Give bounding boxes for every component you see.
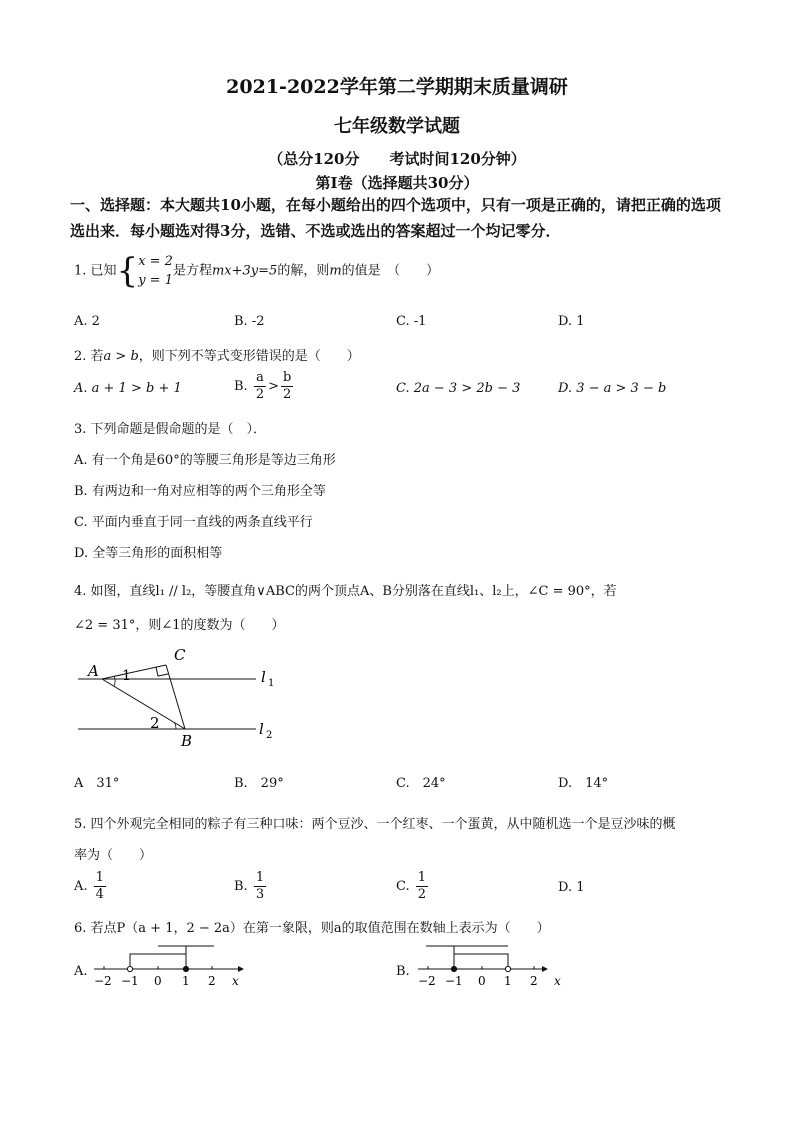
label-2: 2 <box>150 714 160 732</box>
q2-condition: a > b <box>103 349 139 364</box>
axis-arrow <box>542 966 548 972</box>
open-circle-1 <box>505 966 510 971</box>
q1-var: m <box>329 263 342 279</box>
angle-1-arc <box>114 676 115 686</box>
axis-arrow <box>238 966 244 972</box>
question-6: 6. 若点P（a + 1，2 − 2a）在第一象限，则a的取值范围在数轴上表示为（ ） <box>74 921 550 936</box>
q2-stem2: ，则下列不等式变形错误的是（ ） <box>138 349 360 364</box>
q1-eq2: y = 1 <box>138 273 173 288</box>
q3-option-d: D. 全等三角形的面积相等 <box>74 546 223 561</box>
label-l2: l <box>259 720 264 738</box>
q5-option-d: D. 1 <box>558 880 585 895</box>
label-a: A <box>88 662 99 680</box>
q1-suffix: 是方程 <box>172 263 212 279</box>
q1-option-c: C. -1 <box>396 314 427 329</box>
label-l2-sub: 2 <box>266 730 273 741</box>
question-4-line2: ∠2 = 31°，则∠1的度数为（ ） <box>74 618 285 633</box>
q5-b-label: B. <box>234 879 248 894</box>
q2-b-label: B. <box>234 379 248 394</box>
q4-option-a: A 31° <box>74 776 120 791</box>
question-4-line1: 4. 如图，直线l₁ // l₂，等腰直角∨ABC的两个顶点A、B分别落在直线l₁、l₂上，∠C = 90°，若 <box>74 584 617 599</box>
q6-option-b: B. <box>396 964 410 979</box>
tick-label: −1 <box>121 974 139 988</box>
tick-label: −1 <box>445 974 463 988</box>
frac-den: 2 <box>255 387 265 402</box>
frac-num: a <box>254 370 266 387</box>
q4-figure <box>70 640 290 752</box>
q6-numberline-a <box>90 940 250 994</box>
range-bracket-left <box>426 946 454 969</box>
frac-den: 2 <box>283 387 292 402</box>
frac-den: 3 <box>255 887 265 902</box>
q2-b-rel: > <box>268 379 280 394</box>
tick-label: −2 <box>94 974 112 988</box>
label-1: 1 <box>122 668 131 684</box>
exam-title: 2021-2022学年第二学期期末质量调研 <box>226 76 568 98</box>
q1-equation: mx+3y=5 <box>211 263 278 279</box>
range-bracket-left <box>158 946 186 969</box>
q3-option-c: C. 平面内垂直于同一直线的两条直线平行 <box>74 515 313 530</box>
q2-option-c: C. 2a − 3 > 2b − 3 <box>396 381 521 396</box>
q3-option-b: B. 有两边和一角对应相等的两个三角形全等 <box>74 484 326 499</box>
tick-label: 2 <box>208 974 216 988</box>
q1-prefix: 1. 已知 <box>74 263 117 279</box>
question-5-line2: 率为（ ） <box>74 848 153 863</box>
frac-den: 4 <box>95 887 104 902</box>
tick-label: 0 <box>478 974 486 988</box>
q6-numberline-b <box>414 940 574 994</box>
tick-label: 0 <box>154 974 162 988</box>
label-l1: l <box>261 668 266 686</box>
label-l1-sub: 1 <box>268 678 275 689</box>
q5-a-label: A. <box>74 879 88 894</box>
range-bracket-right <box>454 954 508 969</box>
q1-option-b: B. -2 <box>234 314 265 329</box>
q1-eq1: x = 2 <box>138 254 173 269</box>
volume-heading: 第Ⅰ卷（选择题共30分） <box>315 174 479 192</box>
exam-subtitle: 七年级数学试题 <box>334 116 460 137</box>
q2-option-b <box>234 370 295 403</box>
q1-option-d: D. 1 <box>558 314 585 329</box>
right-angle-mark <box>156 667 168 676</box>
frac-den: 2 <box>417 887 427 902</box>
question-1 <box>74 252 439 290</box>
q2-b-frac-right <box>281 370 293 403</box>
q2-option-d: D. 3 − a > 3 − b <box>558 381 667 396</box>
label-b: B <box>181 732 193 750</box>
q2-stem: 2. 若 <box>74 349 104 364</box>
question-3: 3. 下列命题是假命题的是（ ）． <box>74 422 267 437</box>
q5-option-a <box>74 870 108 903</box>
frac-num: 1 <box>95 870 104 885</box>
axis-label: x <box>232 974 239 988</box>
q4-option-d: D. 14° <box>558 776 609 791</box>
question-2 <box>74 345 360 364</box>
tick-label: −2 <box>418 974 436 988</box>
frac-num: 1 <box>417 870 427 885</box>
frac-num: b <box>283 370 292 385</box>
q3-option-a: A. 有一个角是60°的等腰三角形是等边三角形 <box>74 453 336 468</box>
q4-option-c: C. 24° <box>396 776 446 791</box>
q5-option-c <box>396 870 430 903</box>
q1-option-a: A. 2 <box>74 314 100 329</box>
axis-label: x <box>554 974 561 988</box>
q4-option-b: B. 29° <box>234 776 284 791</box>
q5-a-frac <box>94 870 106 903</box>
q1-suffix3: 的值是 （ ） <box>341 263 440 279</box>
brace: { <box>116 251 139 291</box>
q1-suffix2: 的解，则 <box>277 263 330 279</box>
open-circle-neg1 <box>127 966 132 971</box>
exam-info: （总分120分 考试时间120分钟） <box>268 150 526 168</box>
question-5-line1: 5. 四个外观完全相同的粽子有三种口味：两个豆沙、一个红枣、一个蛋黄，从中随机选一个是豆沙味的概 <box>74 817 676 832</box>
q5-option-b <box>234 870 268 903</box>
q6-option-a: A. <box>74 964 88 979</box>
q5-b-frac <box>254 870 266 903</box>
filled-circle-1 <box>183 966 188 971</box>
q1-system <box>138 252 173 290</box>
filled-circle-neg1 <box>451 966 456 971</box>
section-heading: 一、选择题：本大题共10小题，在每小题给出的四个选项中，只有一项是正确的，请把正确的选项选出来．每小题选对得3分，选错、不选或选出的答案超过一个均记零分． <box>70 196 721 240</box>
label-c: C <box>174 646 186 664</box>
tick-label: 1 <box>182 974 190 988</box>
q5-c-label: C. <box>396 879 410 894</box>
q2-option-a: A. a + 1 > b + 1 <box>74 381 182 396</box>
tick-label: 1 <box>504 974 512 988</box>
frac-num: 1 <box>255 870 265 885</box>
q5-c-frac <box>416 870 428 903</box>
q2-b-frac-left <box>254 370 266 403</box>
tick-label: 2 <box>530 974 538 988</box>
